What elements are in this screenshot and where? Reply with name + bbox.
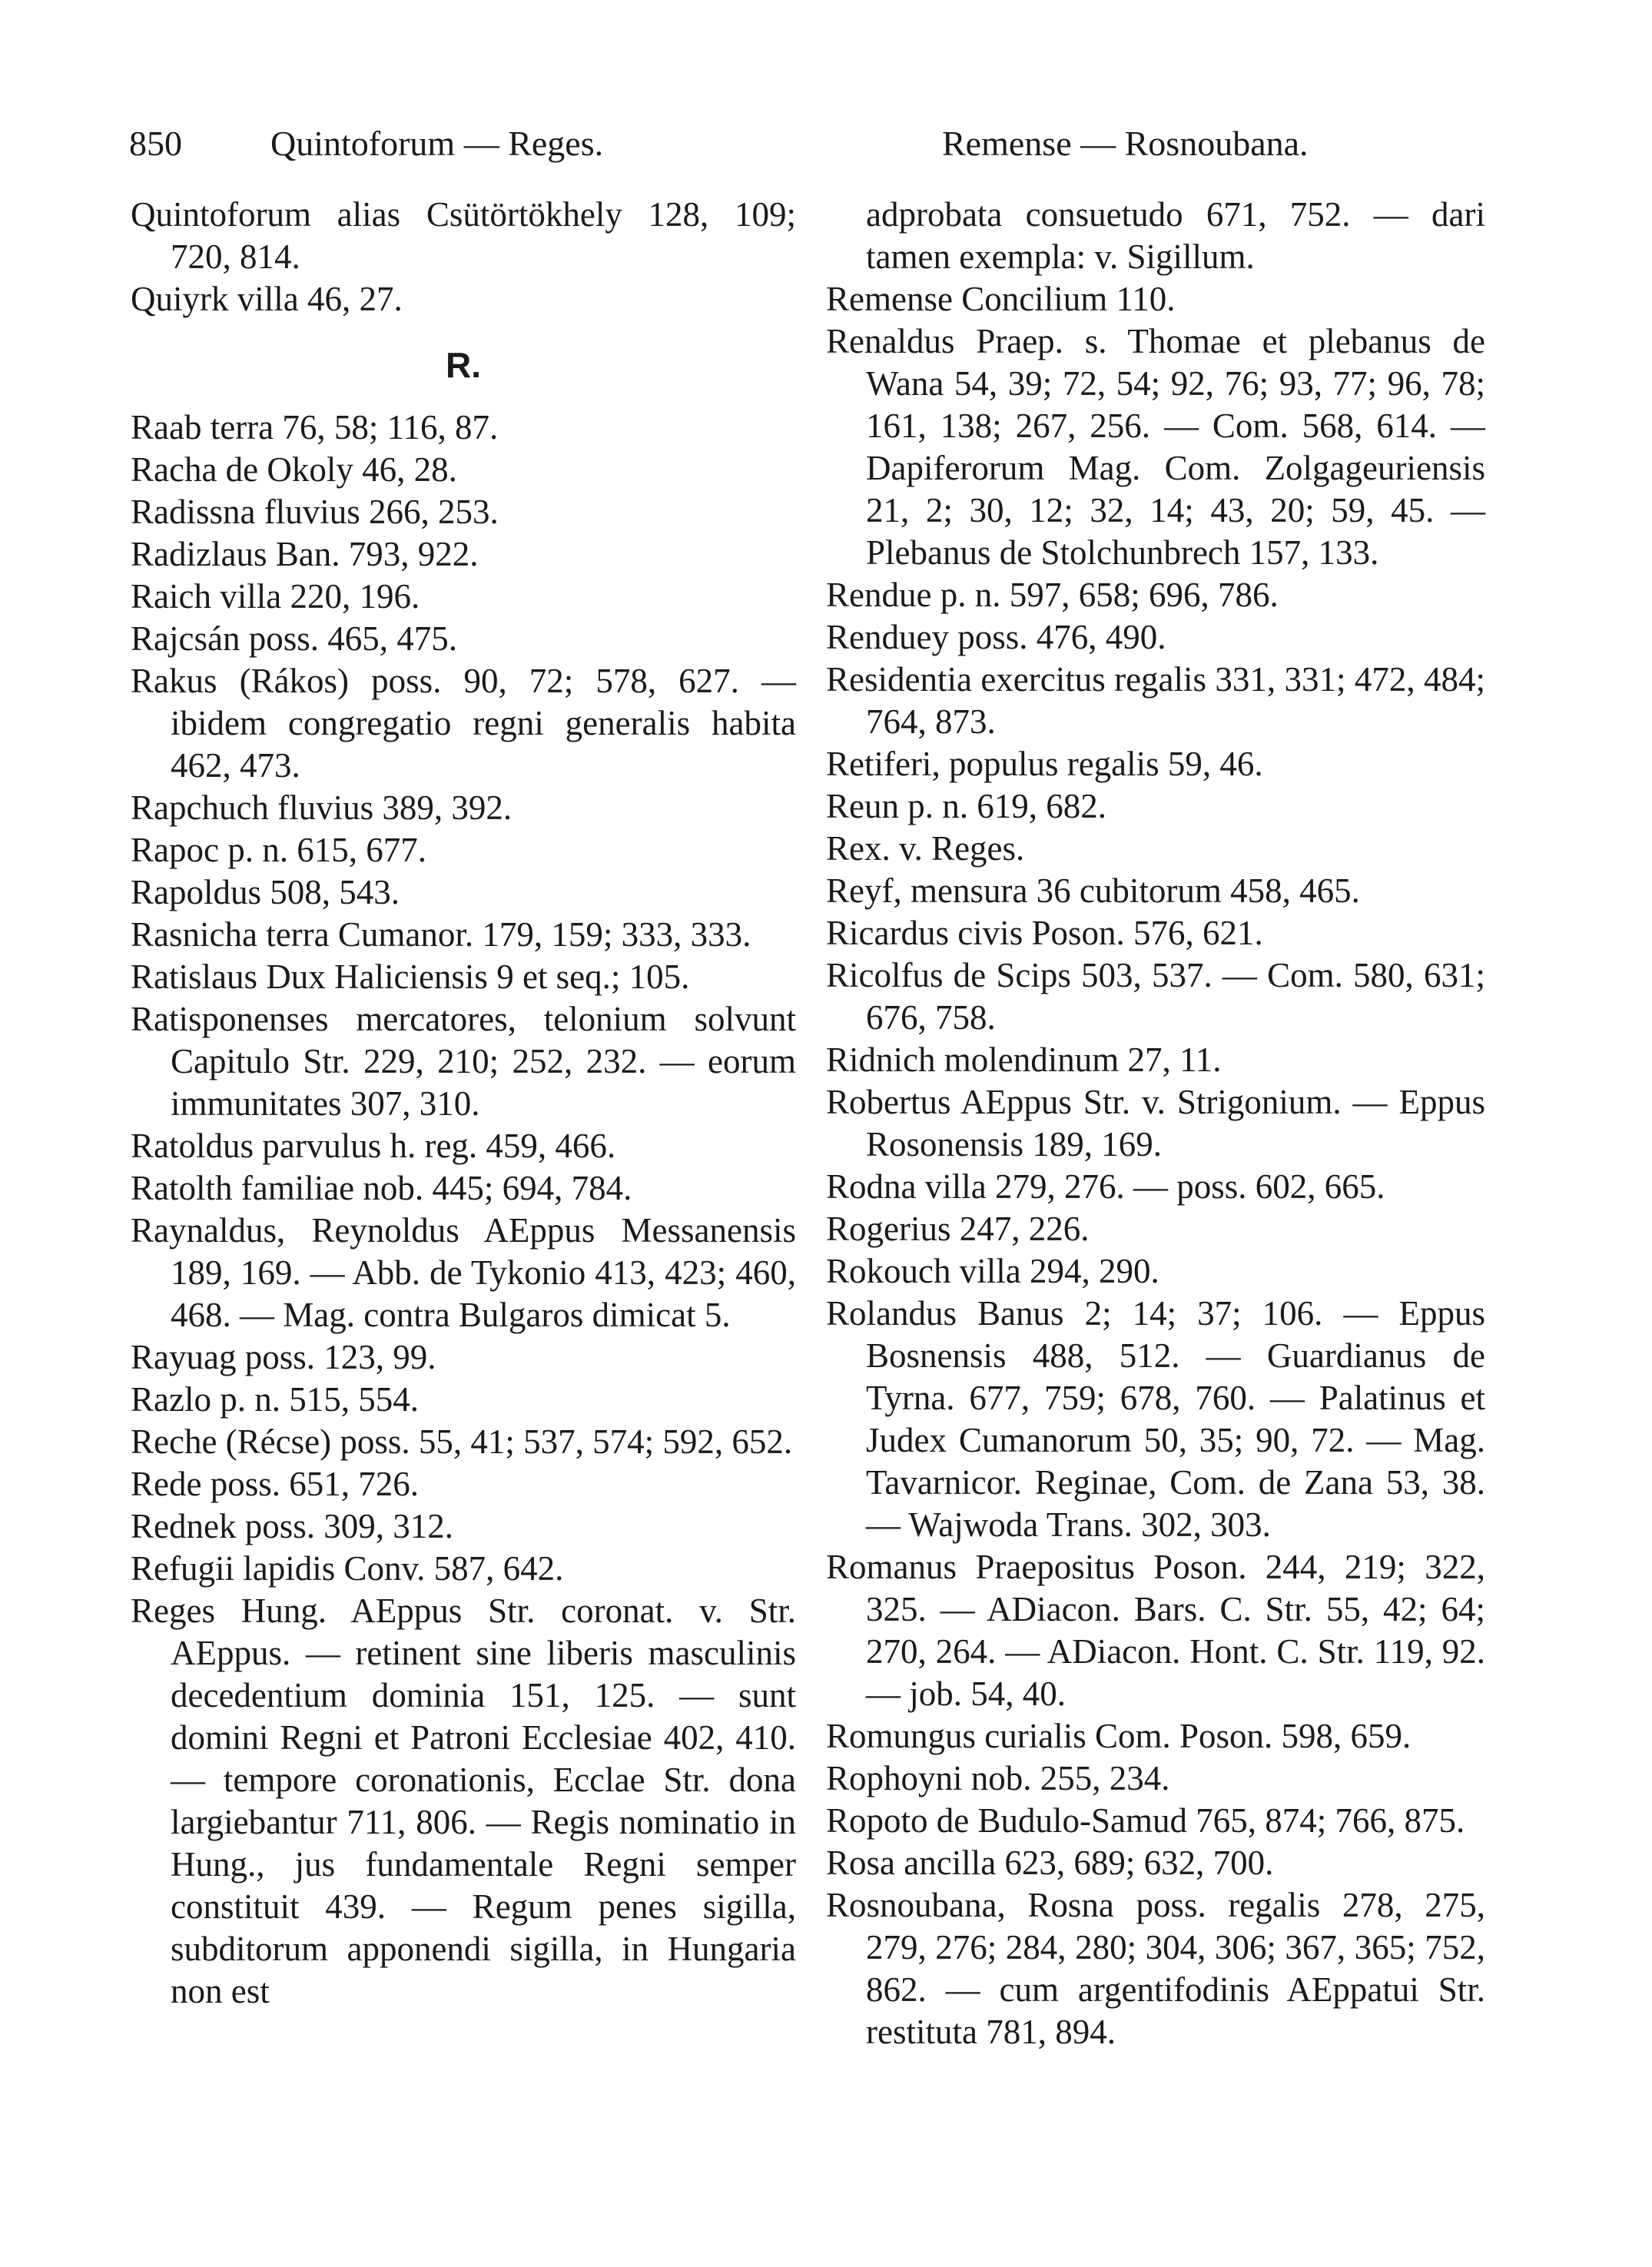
index-entry: Razlo p. n. 515, 554. [131,1380,419,1419]
index-entry: Rede poss. 651, 726. [131,1465,419,1503]
index-entry: Ratisponenses mercatores, telonium solvunt Capitulo Str. 229, 210; 252, 232. — eorum immunitates 307, 310. [131,1000,796,1123]
right-column [826,194,1485,2053]
index-entry: Ratislaus Dux Haliciensis 9 et seq.; 105. [131,958,690,996]
index-entry-continuation: adprobata consuetudo 671, 752. — dari tamen exempla: v. Sigillum. [866,195,1485,276]
section-letter: R. [446,345,481,385]
index-entry: Quintoforum alias Csütörtökhely 128, 109; 720, 814. [131,195,796,276]
index-entry: Rophoyni nob. 255, 234. [826,1759,1170,1797]
index-entry: Raab terra 76, 58; 116, 87. [131,408,499,446]
index-entry: Rendue p. n. 597, 658; 696, 786. [826,576,1279,614]
index-entry: Ridnich molendinum 27, 11. [826,1041,1222,1079]
page-number: 850 [129,124,182,163]
index-entry: Raich villa 220, 196. [131,577,420,616]
index-entry: Renaldus Praep. s. Thomae et plebanus de Wana 54, 39; 72, 54; 92, 76; 93, 77; 96, 78; 161, 138; 267, 256. — Com. 568, 614. — Dapiferorum Mag. Com. Zolgageuriensis 21, 2; 30, 12; 32, 14; 43, 20; 59, 45. — Plebanus de Stolchunbrech 157, 133. [826,322,1485,572]
index-entry: Rakus (Rákos) poss. 90, 72; 578, 627. — ibidem congregatio regni generalis habita 462, 473. [131,662,796,785]
index-entry: Ratoldus parvulus h. reg. 459, 466. [131,1127,616,1165]
index-entry: Reche (Récse) poss. 55, 41; 537, 574; 592, 652. [131,1422,793,1461]
index-entry: Refugii lapidis Conv. 587, 642. [131,1549,564,1588]
index-entry: Residentia exercitus regalis 331, 331; 472, 484; 764, 873. [826,660,1485,741]
index-entry: Rajcsán poss. 465, 475. [131,619,457,658]
index-entry: Reges Hung. AEppus Str. coronat. v. Str. AEppus. — retinent sine liberis masculinis decedentium dominia 151, 125. — sunt domini Regni et Patroni Ecclesiae 402, 410. — tempore coronationis, Ecclae Str. dona largiebantur 711, 806. — Regis nominatio in Hung., jus fundamentale Regni semper constituit 439. — Regum penes sigilla, subditorum apponendi sigilla, in Hungaria non est [131,1592,796,2010]
index-entry: Reyf, mensura 36 cubitorum 458, 465. [826,871,1360,910]
index-entry: Radizlaus Ban. 793, 922. [131,535,479,573]
index-entry: Romungus curialis Com. Poson. 598, 659. [826,1717,1411,1755]
running-head-right: Remense — Rosnoubana. [942,124,1309,163]
index-entry: Ricolfus de Scips 503, 537. — Com. 580, 631; 676, 758. [826,956,1485,1037]
index-entry: Ratolth familiae nob. 445; 694, 784. [131,1169,632,1207]
running-head-left: Quintoforum — Reges. [270,124,604,163]
index-entry: Radissna fluvius 266, 253. [131,493,499,531]
index-entry: Rosa ancilla 623, 689; 632, 700. [826,1844,1274,1882]
index-entry: Rednek poss. 309, 312. [131,1507,453,1545]
index-entry: Quiyrk villa 46, 27. [131,280,403,318]
index-entry: Romanus Praepositus Poson. 244, 219; 322, 325. — ADiacon. Bars. C. Str. 55, 42; 64; 270, 264. — ADiacon. Hont. C. Str. 119, 92. — job. 54, 40. [826,1548,1485,1713]
index-entry: Remense Concilium 110. [826,280,1176,318]
index-entry: Robertus AEppus Str. v. Strigonium. — Eppus Rosonensis 189, 169. [826,1083,1485,1163]
index-entry: Rapchuch fluvius 389, 392. [131,788,513,827]
index-entry: Rasnicha terra Cumanor. 179, 159; 333, 333. [131,915,751,954]
index-entry: Rapoldus 508, 543. [131,873,400,911]
index-entry: Retiferi, populus regalis 59, 46. [826,745,1263,783]
index-entry: Rokouch villa 294, 290. [826,1252,1159,1290]
index-entry: Ricardus civis Poson. 576, 621. [826,914,1263,952]
page-header [0,117,1652,171]
index-entry: Rogerius 247, 226. [826,1210,1090,1248]
index-entry: Renduey poss. 476, 490. [826,618,1166,656]
index-entry: Ropoto de Budulo-Samud 765, 874; 766, 875. [826,1801,1465,1840]
index-entry: Rayuag poss. 123, 99. [131,1338,436,1376]
index-entry: Rosnoubana, Rosna poss. regalis 278, 275, 279, 276; 284, 280; 304, 306; 367, 365; 752, 862. — cum argentifodinis AEppatui Str. restituta 781, 894. [826,1886,1485,2051]
index-entry: Rapoc p. n. 615, 677. [131,831,426,869]
index-entry: Raynaldus, Reynoldus AEppus Messanensis 189, 169. — Abb. de Tykonio 413, 423; 460, 468. — Mag. contra Bulgaros dimicat 5. [131,1211,796,1334]
index-entry: Racha de Okoly 46, 28. [131,450,457,489]
index-entry: Rolandus Banus 2; 14; 37; 106. — Eppus Bosnensis 488, 512. — Guardianus de Tyrna. 677, 759; 678, 760. — Palatinus et Judex Cumanorum 50, 35; 90, 72. — Mag. Tavarnicor. Reginae, Com. de Zana 53, 38. — Wajwoda Trans. 302, 303. [826,1294,1485,1544]
left-column [131,194,796,2013]
index-entry: Reun p. n. 619, 682. [826,787,1106,825]
index-entry: Rodna villa 279, 276. — poss. 602, 665. [826,1167,1385,1206]
index-entry: Rex. v. Reges. [826,829,1025,868]
